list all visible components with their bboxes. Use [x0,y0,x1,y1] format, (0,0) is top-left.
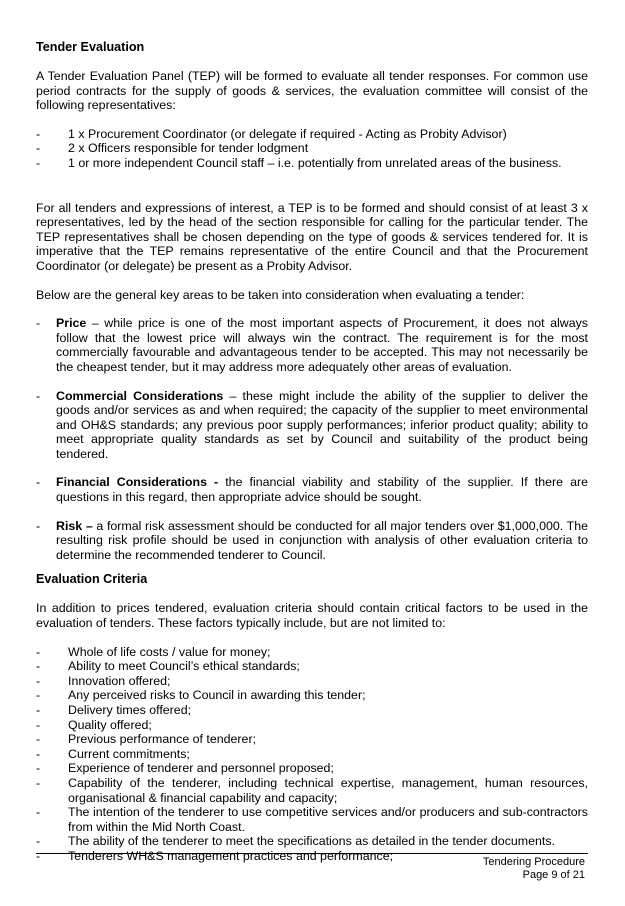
tep-composition-paragraph: For all tenders and expressions of interest, a TEP is to be formed and should consist of at least 3 x representatives, led by the head of the section responsible for calling for the particular tender. The TEP representatives shall be chosen depending on the type of goods & services tendered for. It is imperative that the TEP remains representative of the entire Council and that the Procurement Coordinator (or delegate) be present as a Probity Advisor. [36,200,588,273]
list-item: - Tenderers WH&S management practices and performance; [36,849,588,864]
list-item: - Innovation offered; [36,674,588,689]
key-areas-list [36,316,588,562]
list-item: - Quality offered; [36,718,588,733]
list-item: - Previous performance of tenderer; [36,732,588,747]
list-item: - The ability of the tenderer to meet the specifications as detailed in the tender documents. [36,834,588,849]
key-area-text: the financial viability and stability of the supplier. If there are questions in this regard, then appropriate advice should be sought. [56,475,588,505]
key-area-text: a formal risk assessment should be conducted for all major tenders over $1,000,000. The resulting risk profile should be used in conjunction with analysis of other evaluation criteria to determine the recommended tenderer to Council. [56,518,588,562]
document-page [36,40,588,864]
list-item: - Experience of tenderer and personnel proposed; [36,761,588,776]
page-footer [36,853,588,882]
evaluation-criteria-intro: In addition to prices tendered, evaluation criteria should contain critical factors to be used in the evaluation of tenders. These factors typically include, but are not limited to: [36,601,588,631]
list-item: - Current commitments; [36,747,588,762]
evaluation-criteria-heading: Evaluation Criteria [36,572,148,587]
list-item: - The intention of the tenderer to use competitive services and/or producers and sub-contractors from within the Mid North Coast. [36,805,588,834]
footer-doc-title: Tendering Procedure [482,856,585,868]
key-area-commercial [36,389,588,462]
key-area-text: – these might include the ability of the supplier to deliver the goods and/or services as and when required; the capacity of the supplier to meet environmental and OH&S standards; any previous poor supply performances; inferior product quality; ability to meet appropriate quality standards as set by Council and suitability of the product being tendered. [56,388,588,461]
key-area-financial [36,475,588,504]
list-item: - Capability of the tenderer, including technical expertise, management, human resources, organisational & financial capability and capacity; [36,776,588,805]
key-area-price [36,316,588,374]
tender-evaluation-intro: A Tender Evaluation Panel (TEP) will be formed to evaluate all tender responses. For common use period contracts for the supply of goods & services, the evaluation committee will consist of the following representatives: [36,69,588,113]
key-area-text: – while price is one of the most important aspects of Procurement, it does not always follow that the lowest price will always win the contract. The requirement is for the most commercially favourable and advantageous tender to be accepted. This may not necessarily be the cheapest tender, but it may address more adequately other areas of evaluation. [56,316,588,374]
key-area-risk [36,519,588,563]
list-item: - 1 x Procurement Coordinator (or delegate if required - Acting as Probity Advisor) [36,127,588,142]
list-item: - Delivery times offered; [36,703,588,718]
tender-evaluation-heading: Tender Evaluation [36,40,145,54]
representatives-list [36,127,588,171]
list-item: - Any perceived risks to Council in awarding this tender; [36,688,588,703]
key-area-term: Price [56,316,87,331]
footer-page-number: Page 9 of 21 [522,869,585,881]
key-area-term: Financial Considerations - [56,475,219,490]
list-item: - Whole of life costs / value for money; [36,645,588,660]
list-item: - 1 or more independent Council staff – i.e. potentially from unrelated areas of the business. [36,156,588,171]
criteria-list [36,645,588,864]
key-areas-intro: Below are the general key areas to be taken into consideration when evaluating a tender: [36,287,525,302]
key-area-term: Risk – [56,518,93,533]
list-item: - 2 x Officers responsible for tender lodgment [36,141,588,156]
list-item: - Ability to meet Council’s ethical standards; [36,659,588,674]
key-area-term: Commercial Considerations [56,388,224,403]
